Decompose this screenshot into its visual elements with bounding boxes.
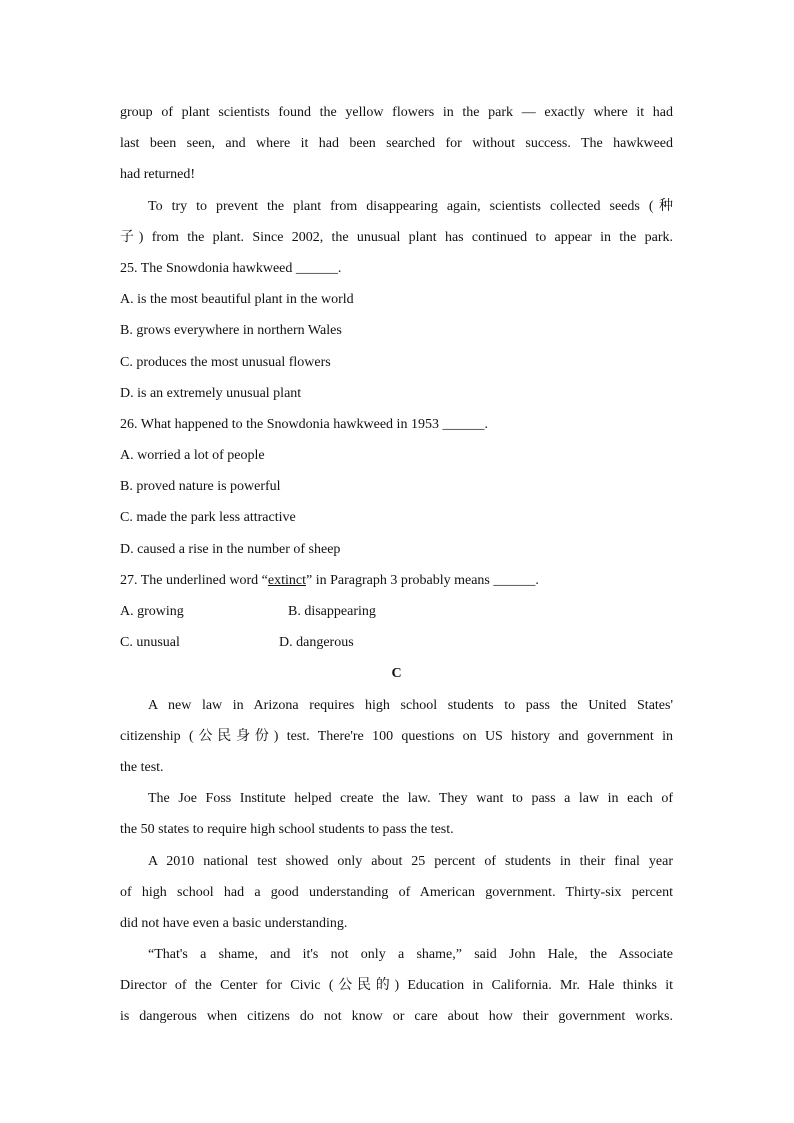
passage-b-paragraph — [120, 97, 673, 191]
text-line: A new law in Arizona requires high school students to pass the United States' — [148, 697, 673, 713]
text-line: is dangerous when citizens do not know or care about how their government works. — [120, 1009, 673, 1025]
underlined-word: extinct — [267, 572, 306, 588]
answer-option: B. disappearing — [288, 604, 376, 619]
text-line: A 2010 national test showed only about 25 percent of students in their final year — [148, 853, 673, 869]
text-line: 子) from the plant. Since 2002, the unusual plant has continued to appear in the park. — [120, 229, 673, 245]
text-line: citizenship (公民身份) test. There're 100 questions on US history and government in — [120, 728, 673, 744]
text-line: the test. — [120, 759, 164, 775]
answer-option: D. dangerous — [279, 635, 354, 651]
text-line: The Joe Foss Institute helped create the law. They want to pass a law in each of — [148, 791, 673, 807]
question-27 — [120, 565, 673, 659]
answer-option: C. unusual — [120, 635, 180, 651]
text-line: To try to prevent the plant from disappearing again, scientists collected seeds (种 — [148, 198, 673, 214]
question-26 — [120, 409, 673, 565]
text-line: “That's a shame, and it's not only a shame,” said John Hale, the Associate — [148, 947, 673, 963]
question-stem: 25. The Snowdonia hawkweed ______. — [120, 260, 342, 276]
section-c-paragraph — [120, 939, 673, 1033]
option-row — [120, 627, 673, 658]
answer-option: B. proved nature is powerful — [120, 479, 281, 495]
section-c-paragraph — [120, 690, 673, 784]
text-line: the 50 states to require high school students to pass the test. — [120, 822, 454, 838]
answer-option: A. growing — [120, 604, 184, 619]
text-line: of high school had a good understanding of American government. Thirty-six percent — [120, 884, 673, 900]
document-page — [120, 97, 673, 1033]
answer-option: C. produces the most unusual flowers — [120, 354, 331, 370]
question-25 — [120, 253, 673, 409]
section-c-paragraph — [120, 783, 673, 845]
text-line: had returned! — [120, 167, 196, 183]
answer-option: D. caused a rise in the number of sheep — [120, 541, 341, 557]
answer-option: A. is the most beautiful plant in the world — [120, 292, 354, 308]
text-line: Director of the Center for Civic (公民的) Education in California. Mr. Hale thinks it — [120, 978, 673, 994]
text-line: group of plant scientists found the yellow flowers in the park — exactly where it had — [120, 105, 673, 120]
question-stem: 26. What happened to the Snowdonia hawkweed in 1953 ______. — [120, 416, 488, 432]
question-stem — [120, 565, 673, 596]
stem-text: ” in Paragraph 3 probably means ______. — [305, 572, 539, 588]
stem-text: 27. The underlined word “ — [120, 572, 268, 588]
answer-option: C. made the park less attractive — [120, 510, 296, 526]
section-heading: C — [391, 666, 402, 682]
answer-option: D. is an extremely unusual plant — [120, 385, 302, 401]
answer-option: A. worried a lot of people — [120, 448, 265, 464]
text-line: did not have even a basic understanding. — [120, 915, 348, 931]
option-row — [120, 596, 673, 627]
text-line: last been seen, and where it had been searched for without success. The hawkweed — [120, 136, 673, 152]
section-c-paragraph — [120, 846, 673, 940]
answer-option: B. grows everywhere in northern Wales — [120, 323, 342, 339]
passage-b-paragraph — [120, 191, 673, 253]
